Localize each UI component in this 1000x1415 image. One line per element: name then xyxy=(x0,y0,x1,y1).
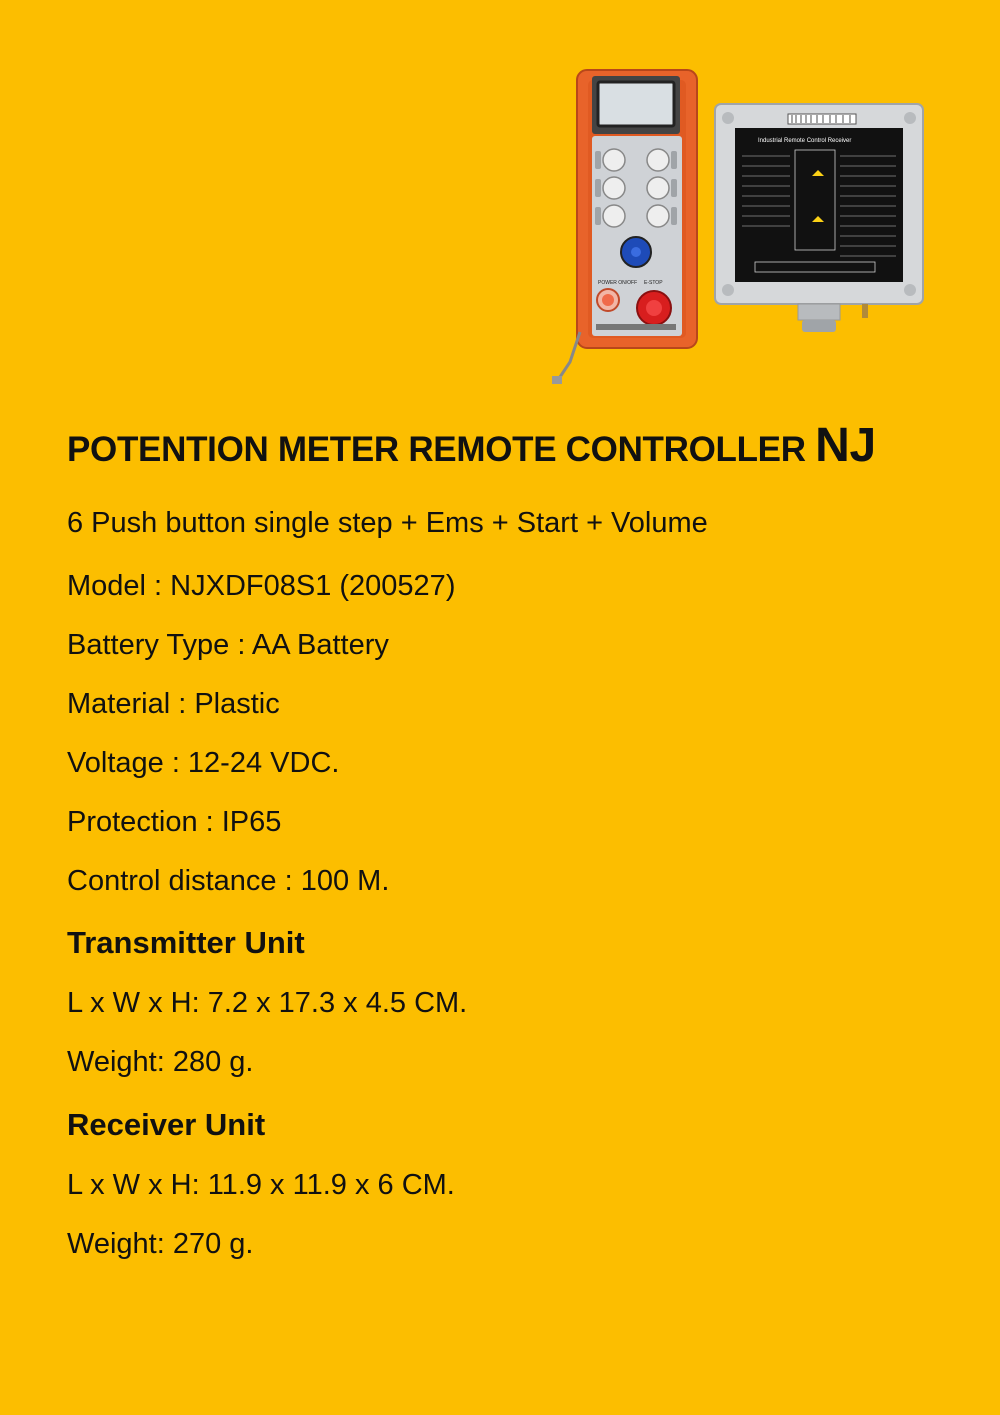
transmitter-remote xyxy=(552,70,697,384)
transmitter-dimensions: L x W x H: 7.2 x 17.3 x 4.5 CM. xyxy=(67,987,468,1019)
receiver-weight: Weight: 270 g. xyxy=(67,1228,254,1260)
spec-distance: Control distance : 100 M. xyxy=(67,865,390,897)
page-title xyxy=(67,418,876,473)
title-suffix: NJ xyxy=(815,419,876,472)
receiver-box xyxy=(715,104,923,332)
receiver-heading: Receiver Unit xyxy=(67,1107,266,1142)
spec-protection: Protection : IP65 xyxy=(67,806,282,838)
transmitter-heading: Transmitter Unit xyxy=(67,925,305,960)
product-image xyxy=(540,62,940,392)
receiver-panel-title: Industrial Remote Control Receiver xyxy=(758,138,852,144)
power-label: POWER ON/OFF xyxy=(598,280,638,286)
spec-voltage: Voltage : 12-24 VDC. xyxy=(67,747,340,779)
receiver-dimensions: L x W x H: 11.9 x 11.9 x 6 CM. xyxy=(67,1169,455,1201)
title-main: POTENTION METER REMOTE CONTROLLER xyxy=(67,430,806,469)
transmitter-weight: Weight: 280 g. xyxy=(67,1046,254,1078)
spec-buttons: 6 Push button single step + Ems + Start + Volume xyxy=(67,507,708,539)
spec-material: Material : Plastic xyxy=(67,688,280,720)
spec-battery: Battery Type : AA Battery xyxy=(67,629,389,661)
spec-model: Model : NJXDF08S1 (200527) xyxy=(67,570,456,602)
estop-label: E-STOP xyxy=(644,280,663,286)
